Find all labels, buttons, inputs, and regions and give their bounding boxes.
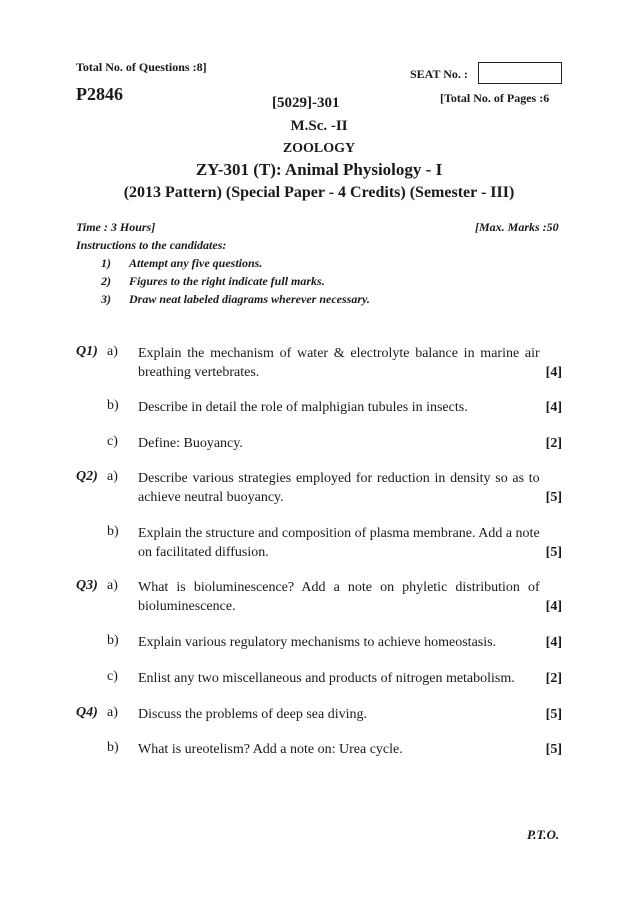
seat-number-label: SEAT No. : bbox=[410, 67, 468, 81]
instruction-item bbox=[0, 274, 638, 290]
question-text: [5] Discuss the problems of deep sea diving. bbox=[138, 707, 562, 722]
question-text: [5] What is ureotelism? Add a note on: Urea cycle. bbox=[138, 742, 562, 757]
question-text: [2] Enlist any two miscellaneous and products of nitrogen metabolism. bbox=[138, 671, 562, 686]
total-pages: [Total No. of Pages :6 bbox=[440, 91, 550, 105]
question-marks: [5] bbox=[545, 490, 562, 505]
max-marks: [Max. Marks :50 bbox=[475, 220, 559, 234]
instruction-item bbox=[0, 292, 638, 308]
instruction-number: 1) bbox=[101, 256, 111, 270]
question-marks: [5] bbox=[545, 707, 562, 722]
total-questions: Total No. of Questions :8] bbox=[76, 60, 207, 74]
question-marks: [2] bbox=[545, 436, 562, 451]
instruction-item bbox=[0, 256, 638, 272]
question-marks: [5] bbox=[545, 742, 562, 757]
question-marks: [5] bbox=[545, 545, 562, 560]
instruction-number: 3) bbox=[101, 292, 111, 306]
question-text: [5] Explain the structure and composition of plasma membrane. Add a note on facilitated diffusion. bbox=[138, 526, 562, 560]
question-text: [5] Describe various strategies employed for reduction in density so as to achieve neutral buoyancy. bbox=[138, 471, 562, 505]
sub-question-label: b) bbox=[107, 398, 119, 413]
question-text: [4] Explain the mechanism of water & electrolyte balance in marine air breathing vertebrates. bbox=[138, 346, 562, 380]
sub-question-label: b) bbox=[107, 524, 119, 539]
subject-name: ZOOLOGY bbox=[282, 141, 356, 156]
question-marks: [4] bbox=[545, 400, 562, 415]
question-label: Q2) bbox=[76, 469, 98, 484]
instruction-text: Draw neat labeled diagrams wherever necessary. bbox=[129, 292, 370, 306]
instruction-text: Figures to the right indicate full marks. bbox=[129, 274, 325, 288]
question-marks: [4] bbox=[545, 599, 562, 614]
instruction-number: 2) bbox=[101, 274, 111, 288]
question-text: [4] Describe in detail the role of malphigian tubules in insects. bbox=[138, 400, 562, 415]
sub-question-label: b) bbox=[107, 740, 119, 755]
question-marks: [2] bbox=[545, 671, 562, 686]
question-text: [4] Explain various regulatory mechanisms to achieve homeostasis. bbox=[138, 635, 562, 650]
question-label: Q1) bbox=[76, 344, 98, 359]
sub-question-label: a) bbox=[107, 344, 118, 359]
question-label: Q3) bbox=[76, 578, 98, 593]
question-marks: [4] bbox=[545, 635, 562, 650]
seat-number-box[interactable] bbox=[478, 62, 562, 84]
sub-question-label: c) bbox=[107, 434, 118, 449]
sub-question-label: a) bbox=[107, 705, 118, 720]
paper-code: P2846 bbox=[76, 84, 123, 104]
instruction-text: Attempt any five questions. bbox=[129, 256, 263, 270]
sub-question-label: a) bbox=[107, 578, 118, 593]
course-name: M.Sc. -II bbox=[290, 118, 348, 134]
page-turn-over: P.T.O. bbox=[527, 827, 560, 842]
exam-code: [5029]-301 bbox=[272, 95, 340, 111]
sub-question-label: c) bbox=[107, 669, 118, 684]
exam-time: Time : 3 Hours] bbox=[76, 220, 156, 234]
instructions-heading: Instructions to the candidates: bbox=[76, 238, 227, 252]
question-text: [2] Define: Buoyancy. bbox=[138, 436, 562, 451]
question-marks: [4] bbox=[545, 365, 562, 380]
question-label: Q4) bbox=[76, 705, 98, 720]
sub-question-label: a) bbox=[107, 469, 118, 484]
paper-title: ZY-301 (T): Animal Physiology - I bbox=[195, 160, 443, 179]
paper-pattern: (2013 Pattern) (Special Paper - 4 Credits) (Semester - III) bbox=[123, 184, 515, 201]
question-text: [4] What is bioluminescence? Add a note on phyletic distribution of bioluminescence. bbox=[138, 580, 562, 614]
sub-question-label: b) bbox=[107, 633, 119, 648]
